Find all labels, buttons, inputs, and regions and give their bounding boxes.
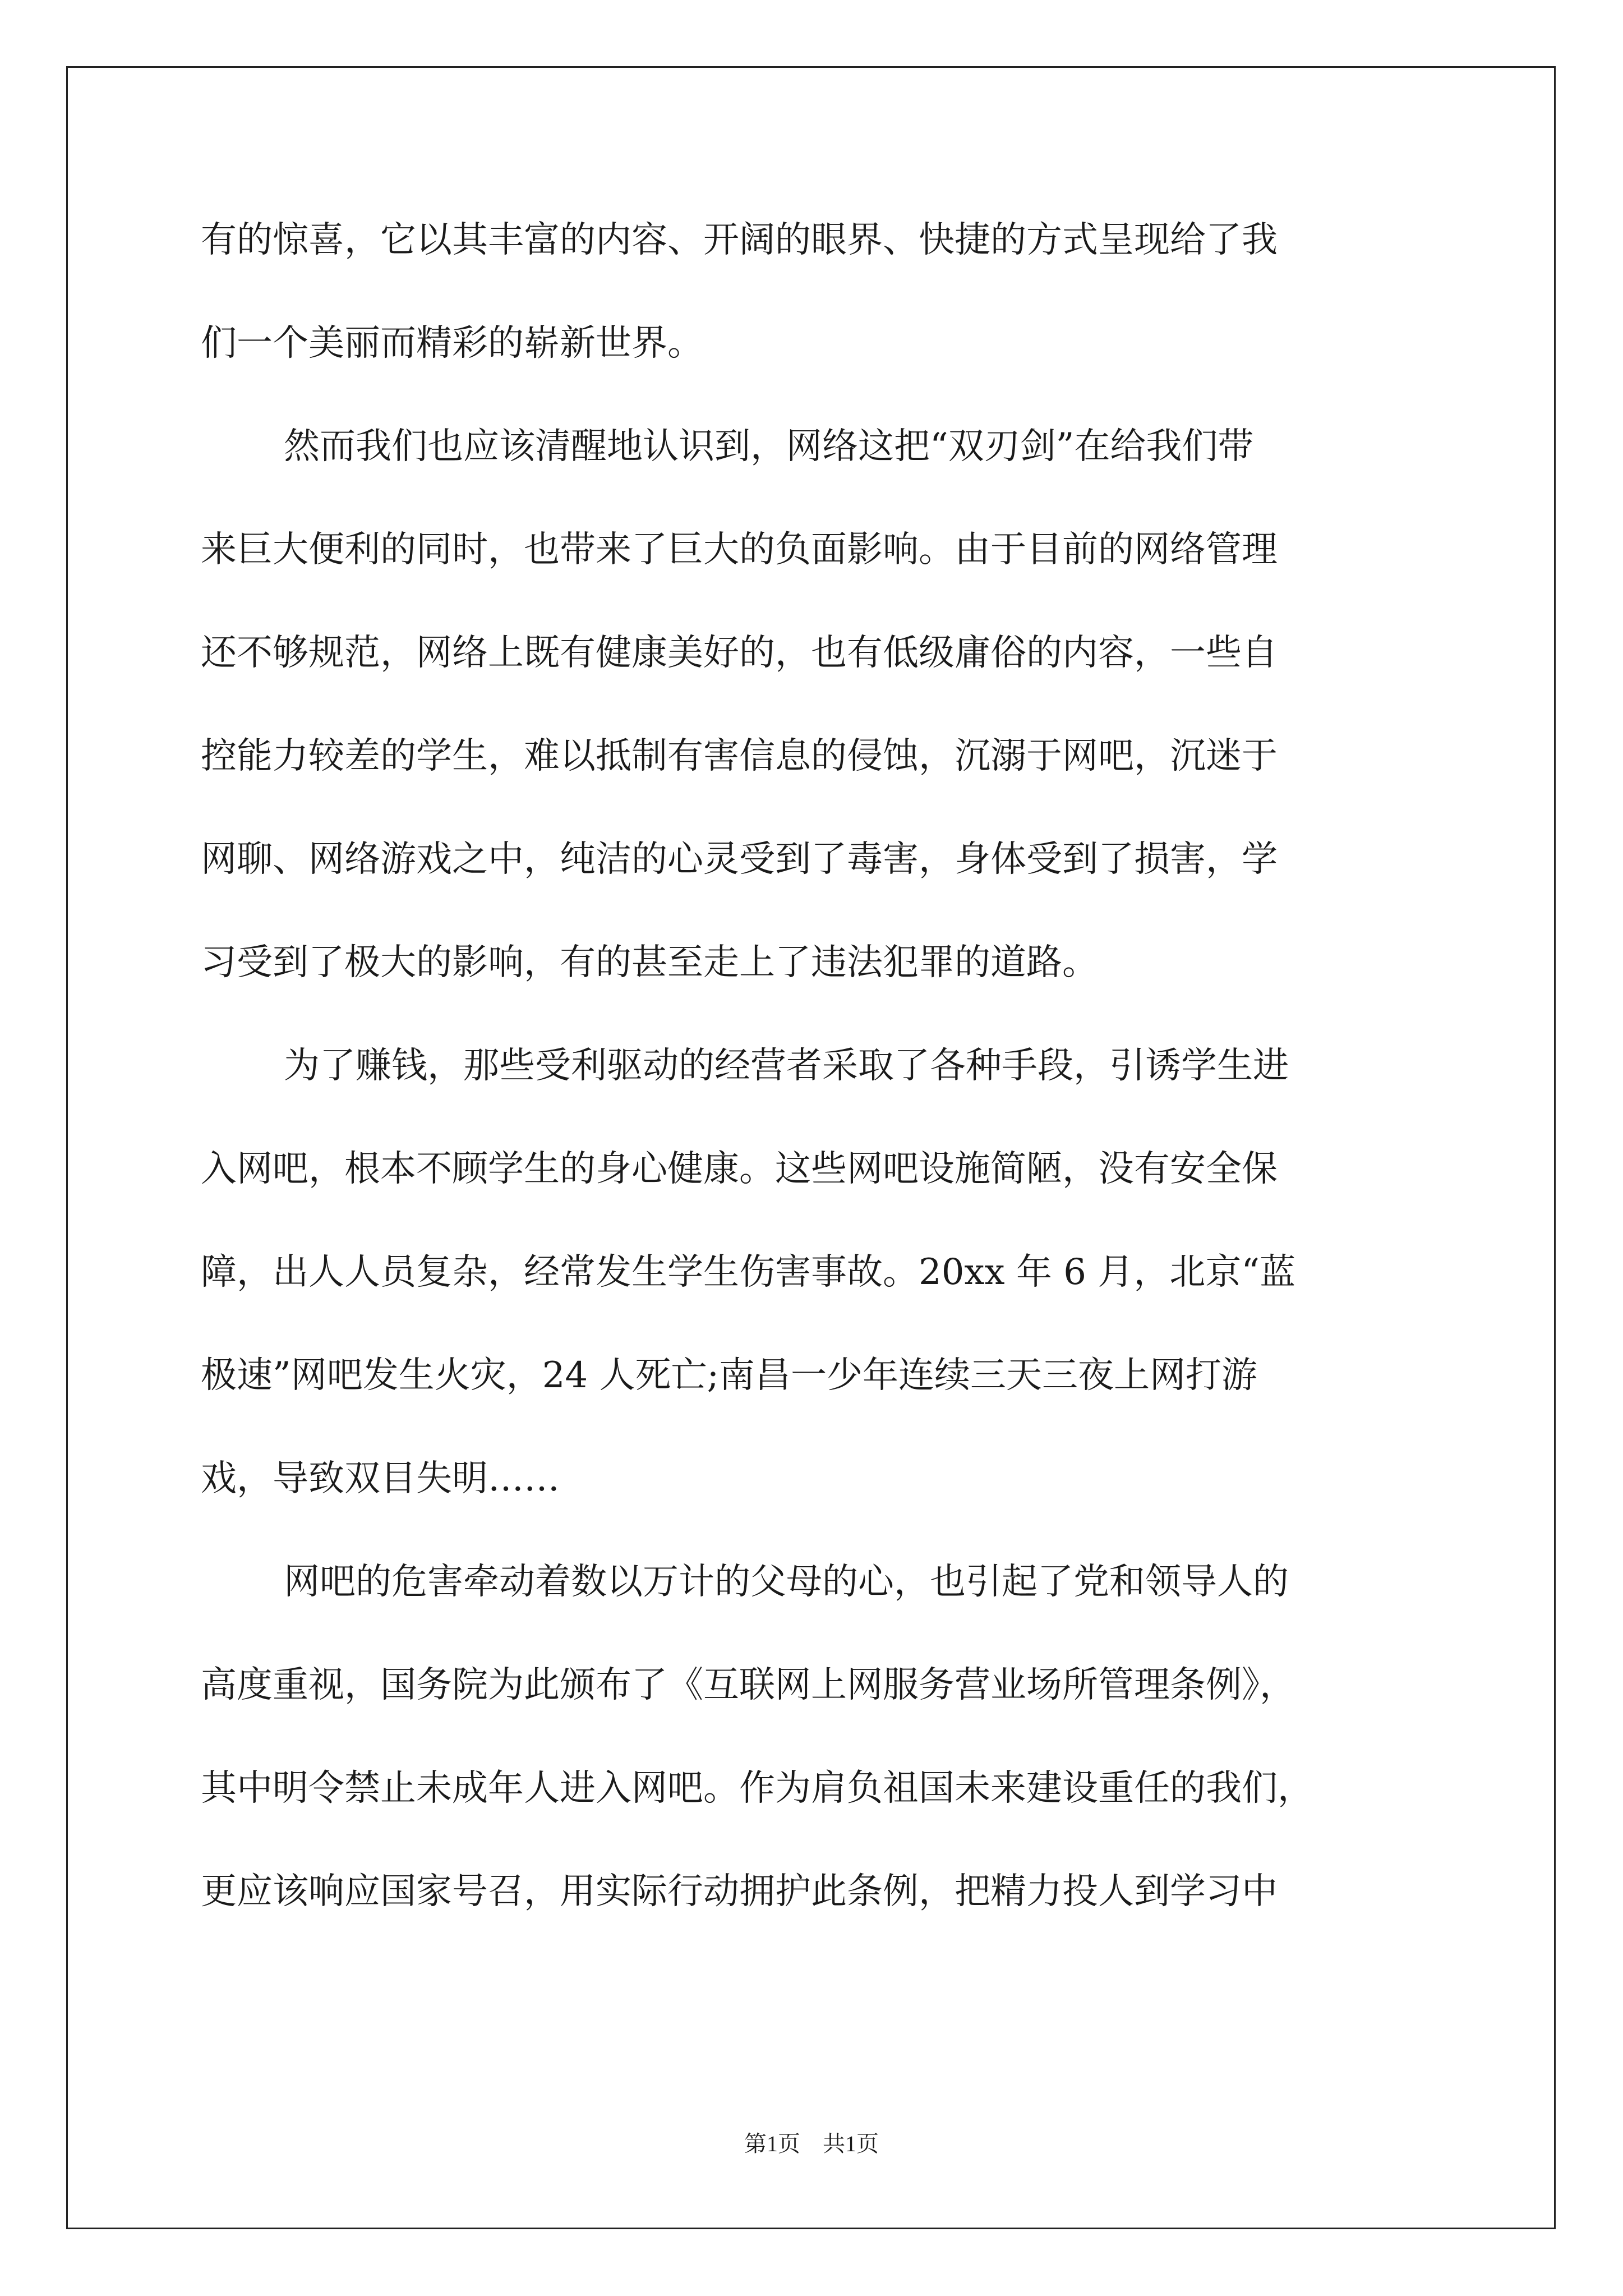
text-line: 网聊、网络游戏之中，纯洁的心灵受到了毒害，身体受到了损害，学: [201, 839, 1278, 880]
text-line: 控能力较差的学生，难以抵制有害信息的侵蚀，沉溺于网吧，沉迷于: [201, 736, 1278, 777]
text-line: 网吧的危害牵动着数以万计的父母的心，也引起了党和领导人的: [284, 1562, 1289, 1603]
text-line: 然而我们也应该清醒地认识到，网络这把“双刃剑”在给我们带: [284, 426, 1254, 467]
text-line: 高度重视，国务院为此颁布了《互联网上网服务营业场所管理条例》，: [201, 1665, 1295, 1706]
document-body: [201, 220, 1440, 1975]
text-line: 更应该响应国家号召，用实际行动拥护此条例，把精力投人到学习中: [201, 1871, 1278, 1912]
text-line: 来巨大便利的同时，也带来了巨大的负面影响。由于目前的网络管理: [201, 530, 1278, 570]
text-line: 极速”网吧发生火灾，24 人死亡;南昌一少年连续三天三夜上网打游: [201, 1355, 1258, 1396]
page-total: 共1页: [823, 2131, 879, 2156]
text-line: 习受到了极大的影响，有的甚至走上了违法犯罪的道路。: [201, 942, 1098, 983]
text-line: 障，出人人员复杂，经常发生学生伤害事故。20xx 年 6 月，北京“蓝: [201, 1252, 1296, 1293]
page-footer: [0, 2132, 1623, 2156]
text-line: 为了赚钱，那些受利驱动的经营者采取了各种手段，引诱学生进: [284, 1046, 1289, 1087]
text-line: 入网吧，根本不顾学生的身心健康。这些网吧设施简陋，没有安全保: [201, 1149, 1278, 1190]
text-line: 其中明令禁止未成年人进入网吧。作为肩负祖国未来建设重任的我们，: [201, 1768, 1313, 1809]
text-line: 戏，导致双目失明……: [201, 1458, 560, 1499]
page-number: 第1页: [744, 2131, 800, 2156]
text-line: 们一个美丽而精彩的崭新世界。: [201, 323, 703, 364]
text-line: 有的惊喜，它以其丰富的内容、开阔的眼界、快捷的方式呈现给了我: [201, 220, 1278, 261]
text-line: 还不够规范，网络上既有健康美好的，也有低级庸俗的内容，一些自: [201, 633, 1278, 674]
